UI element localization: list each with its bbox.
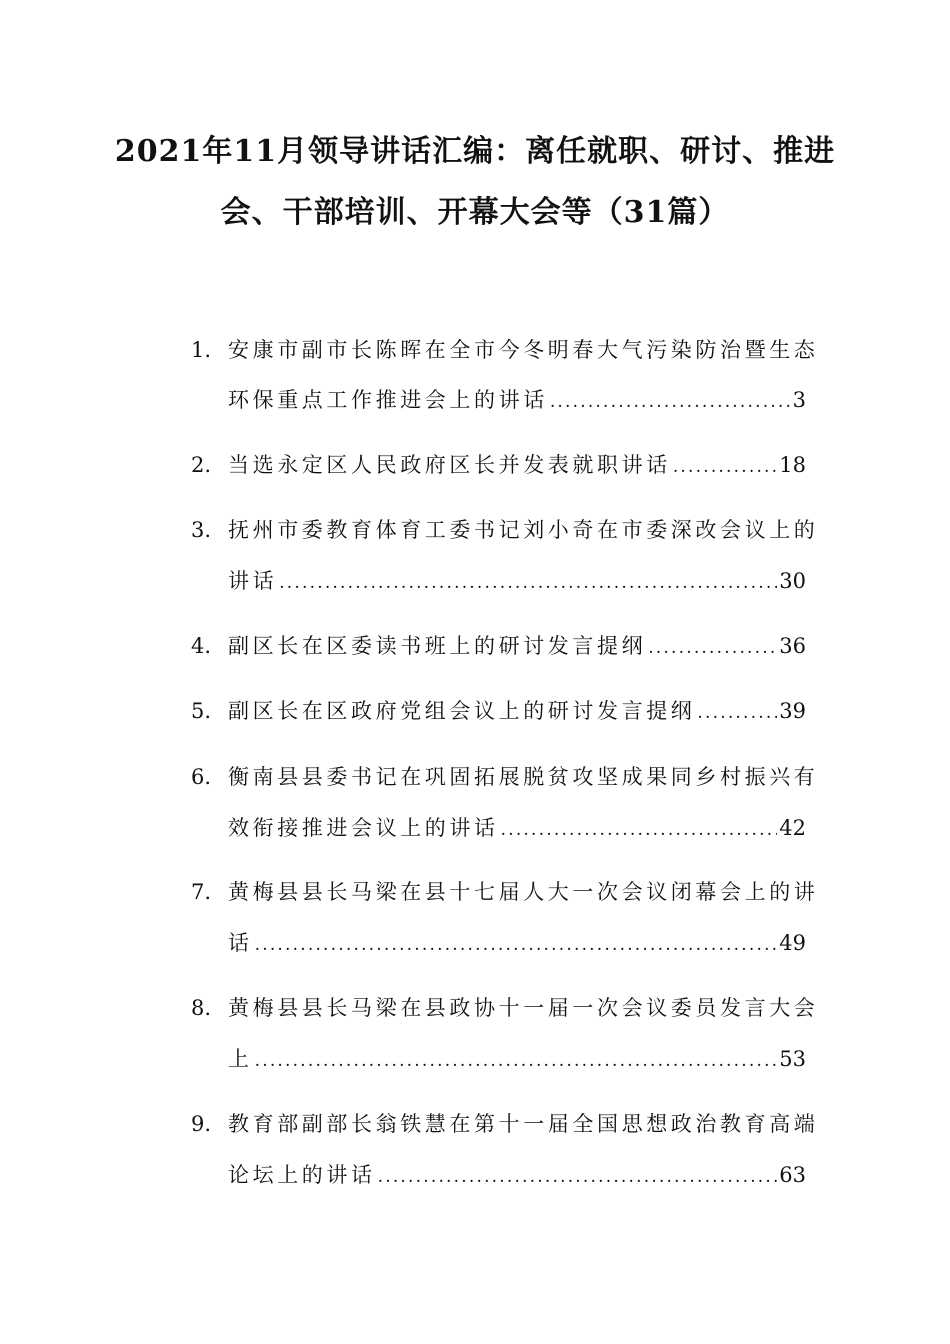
toc-entry-title: 副区长在区委读书班上的研讨发言提纲 xyxy=(228,634,647,658)
toc-entry-page-number: 49 xyxy=(779,931,806,955)
toc-entry-title-continued: 环保重点工作推进会上的讲话 xyxy=(228,388,548,412)
toc-entry-title-continued: 上 xyxy=(228,1047,253,1071)
toc-entry-title: 抚州市委教育体育工委书记刘小奇在市委深改会议上的 xyxy=(228,518,819,542)
toc-entry-leader-line xyxy=(228,636,806,657)
dot-leader xyxy=(697,705,777,722)
toc-entry-leader-line xyxy=(228,571,806,592)
toc-entry-title: 黄梅县县长马梁在县十七届人大一次会议闭幕会上的讲 xyxy=(228,880,819,904)
toc-entry-page-number: 42 xyxy=(779,816,806,840)
toc-entry-leader-line xyxy=(228,1165,806,1186)
toc-entry-number: 5. xyxy=(191,699,212,723)
toc-entry-title: 衡南县县委书记在巩固拓展脱贫攻坚成果同乡村振兴有 xyxy=(228,765,819,789)
toc-entry-number: 8. xyxy=(191,996,212,1020)
toc-entry-number: 1. xyxy=(191,338,212,362)
toc-entry-leader-line xyxy=(228,701,806,722)
dot-leader xyxy=(279,575,777,592)
dot-leader xyxy=(378,1169,778,1186)
dot-leader xyxy=(255,937,778,954)
dot-leader xyxy=(550,394,791,411)
toc-entry-page-number: 63 xyxy=(779,1163,806,1187)
toc-entry-number: 3. xyxy=(191,518,212,542)
toc-entry-title-continued: 讲话 xyxy=(228,569,278,593)
toc-entry-number: 2. xyxy=(191,453,212,477)
toc-entry-leader-line xyxy=(228,1049,806,1070)
toc-entry-number: 4. xyxy=(191,634,212,658)
toc-entry-page-number: 39 xyxy=(779,699,806,723)
toc-entry-title: 黄梅县县长马梁在县政协十一届一次会议委员发言大会 xyxy=(228,996,819,1020)
toc-entry-title: 教育部副部长翁铁慧在第十一届全国思想政治教育高端 xyxy=(228,1112,819,1136)
document-title-line-2: 会、干部培训、开幕大会等（31篇） xyxy=(220,195,730,230)
toc-entry-number: 6. xyxy=(191,765,212,789)
toc-entry-leader-line xyxy=(228,818,806,839)
toc-entry-title-continued: 效衔接推进会议上的讲话 xyxy=(228,816,499,840)
toc-entry-page-number: 30 xyxy=(779,569,806,593)
toc-entry-page-number: 18 xyxy=(779,453,806,477)
toc-entry-title-continued: 话 xyxy=(228,931,253,955)
toc-entry-leader-line xyxy=(228,390,806,411)
toc-entry-number: 7. xyxy=(191,880,212,904)
toc-entry-leader-line xyxy=(228,455,806,476)
toc-entry-page-number: 36 xyxy=(779,634,806,658)
dot-leader xyxy=(648,640,777,657)
toc-entry-title-continued: 论坛上的讲话 xyxy=(228,1163,376,1187)
toc-entry-number: 9. xyxy=(191,1112,212,1136)
toc-entry-leader-line xyxy=(228,933,806,954)
dot-leader xyxy=(673,459,777,476)
toc-entry-title: 安康市副市长陈晖在全市今冬明春大气污染防治暨生态 xyxy=(228,338,819,362)
toc-entry-page-number: 3 xyxy=(792,388,806,412)
document-title-line-1: 2021年11月领导讲话汇编：离任就职、研讨、推进 xyxy=(114,134,836,169)
toc-entry-title: 当选永定区人民政府区长并发表就职讲话 xyxy=(228,453,671,477)
toc-entry-page-number: 53 xyxy=(779,1047,806,1071)
dot-leader xyxy=(255,1053,778,1070)
toc-entry-title: 副区长在区政府党组会议上的研讨发言提纲 xyxy=(228,699,696,723)
dot-leader xyxy=(501,822,778,839)
